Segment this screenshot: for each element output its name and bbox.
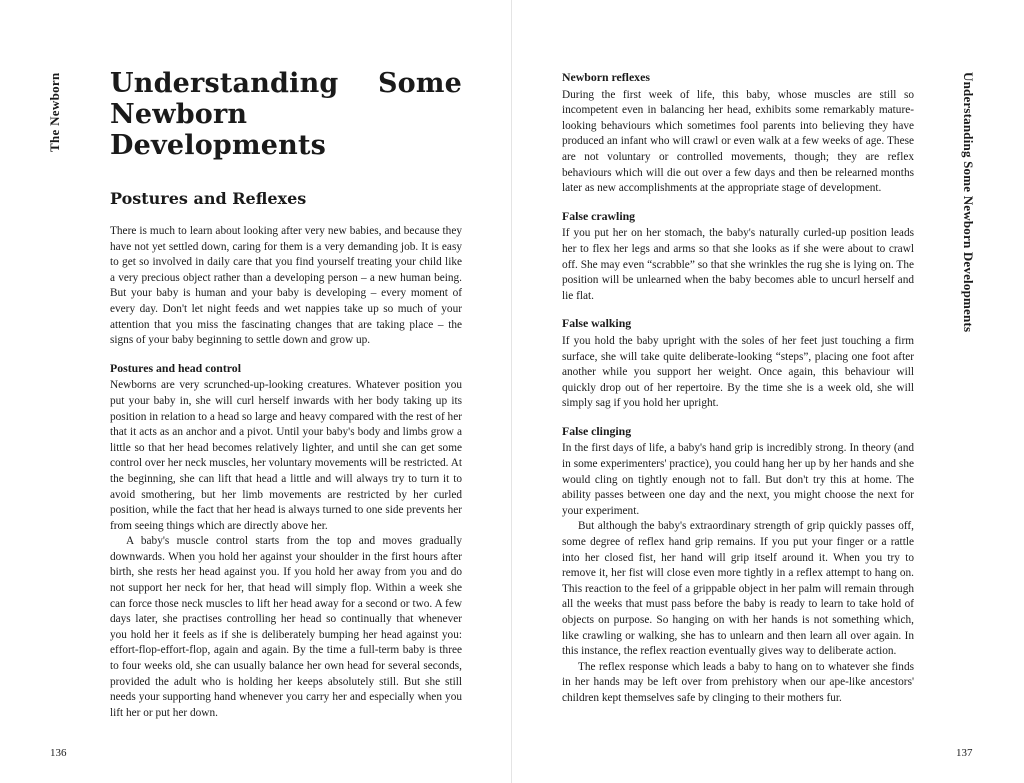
section-newborn-reflexes bbox=[562, 70, 914, 197]
section-title: Postures and Reflexes bbox=[110, 189, 307, 208]
running-head-left: The Newborn bbox=[47, 72, 62, 152]
subhead: Newborn reflexes bbox=[562, 70, 650, 84]
body-paragraph: If you hold the baby upright with the soles of her feet just touching a firm surface, she will take quite deliberate-looking “steps”, placing one foot after another while you support her weight. Once again, this behaviour will quickly drop out of her repertoire. By the time she is a week old, she will simply sag if you hold her upright. bbox=[562, 334, 914, 410]
page-title: Understanding Some Newborn Developments bbox=[110, 68, 462, 161]
subhead: False clinging bbox=[562, 423, 632, 438]
gutter-divider bbox=[511, 0, 512, 783]
page-number-right: 137 bbox=[956, 747, 973, 759]
body-paragraph: Newborns are very scrunched-up-looking creatures. Whatever position you put your baby in, she will curl herself inwards with her body taking up its position in relation to a head so large and heavy compared with the rest of her that it acts as an anchor and a pivot. Until your baby's body and limbs grow a little so that her head becomes relatively lighter, and until she can get some control over her neck muscles, her voluntary movements will be restricted. At the beginning, she can lift that head a little and will always try to turn it to avoid smothering, but her limb movements are restricted by her curled position, while the fact that her head is always turned to one side prevents her from seeing things which are directly above her. bbox=[110, 379, 462, 532]
body-paragraph: A baby's muscle control starts from the top and moves gradually downwards. When you hold her against your shoulder in the first hours after birth, she rests her head against you. If you hold her away from you and do not support her neck for her, that head will simply flop. Within a week she can force those neck muscles to lift her head away for a second or two. A few days later, she practises controlling her head so continually that whenever you hold her it feels as if she is deliberately bumping her head against you: effort-flop-effort-flop, again and again. By the time a full-term baby is three to four weeks old, she can usually balance her own head for several seconds, provided the adult who is holding her keeps absolutely still. But she still needs your supporting hand whenever you carry her and especially when you lift her or put her down. bbox=[110, 535, 462, 719]
subhead: False crawling bbox=[562, 208, 636, 223]
intro-paragraph: There is much to learn about looking after very new babies, and because they have not yet settled down, caring for them is a very demanding job. It is easy to get so involved in daily care that you find yourself treating your child like a very precious object rather than a developing person – a new human being. But your baby is human and your baby is developing – every moment of every day. Don't let night feeds and wet nappies take up so much of your attention that you miss the fascinating changes that are taking place – the signs of your baby beginning to settle down and grow up. bbox=[110, 225, 462, 347]
subhead-postures-head-control: Postures and head control bbox=[110, 360, 241, 375]
page-number-left: 136 bbox=[50, 747, 67, 759]
body-paragraph: In the first days of life, a baby's hand grip is incredibly strong. In theory (and in some experimenters' practice), you could hang her up by her hands and she would cling on tightly enough not to fall. But don't try this at home. The ability passes between one day and the next, you might choose the next for your experiment. bbox=[562, 442, 914, 517]
left-page-column bbox=[110, 68, 462, 721]
body-paragraph: The reflex response which leads a baby to hang on to whatever she finds in her hands may be left over from prehistory when our ape-like ancestors' children kept themselves safe by clinging to their mothers fur. bbox=[562, 660, 914, 704]
section-false-crawling bbox=[562, 209, 914, 305]
subhead: False walking bbox=[562, 316, 632, 331]
section-false-walking bbox=[562, 316, 914, 412]
body-paragraph: During the first week of life, this baby, whose muscles are still so incompetent even in balancing her head, exhibits some remarkably mature-looking behaviours which sometimes fool parents into believing they have produced an infant who will crawl or even walk at a few weeks of age. These are not voluntary or controlled movements, though; they are reflex behaviours which will die out over a few days and then be relearned months later as new accomplishments at the appropriate stage of development. bbox=[562, 88, 914, 195]
right-page-column bbox=[562, 70, 914, 707]
body-paragraph: If you put her on her stomach, the baby's naturally curled-up position leads her to flex her legs and arms so that she looks as if she were about to crawl off. She may even “scrabble” so that she wrinkles the rug she is lying on. The position will be unlearned when the baby becomes able to uncurl herself and lie flat. bbox=[562, 227, 914, 302]
running-head-right: Understanding Some Newborn Developments bbox=[961, 72, 976, 333]
section-false-clinging bbox=[562, 424, 914, 707]
body-paragraph: But although the baby's extraordinary strength of grip quickly passes off, some degree of reflex hand grip remains. If you put your finger or a rattle into her closed fist, her hand will grip itself around it. When you try to remove it, her fist will close even more tightly in a reflex attempt to hang on. This reaction to the feel of a grippable object in her palm will remain through all the weeks that must pass before the baby is ready to learn to take hold of objects on purpose. So hanging on with her hands is not something which, like crawling or walking, she has to unlearn and then learn all over again. In this instance, the reflex reaction eventually gives way to deliberate action. bbox=[562, 520, 914, 658]
